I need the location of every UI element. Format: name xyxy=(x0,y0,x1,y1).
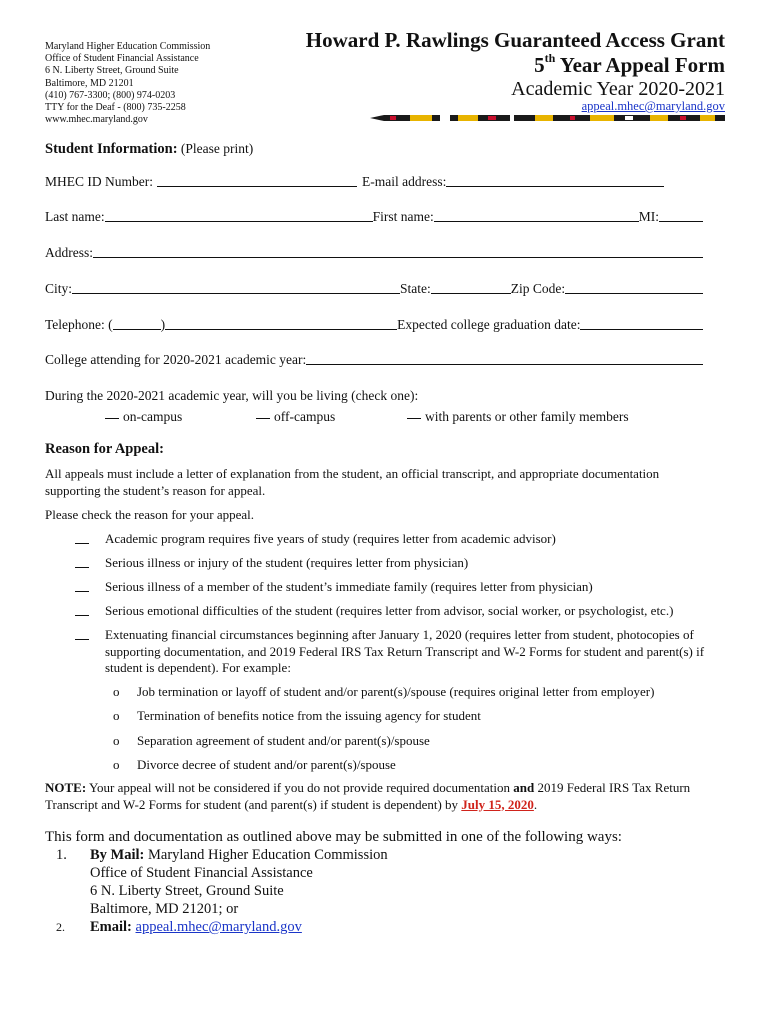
note-paragraph: NOTE: Your appeal will not be considered if you do not provide required documentation and 2019 Federal IRS Tax Return Transcript and W-2 Forms for student (and parent(s) if student is dependent) by July 15, 2020. xyxy=(45,780,691,812)
maryland-flag-stripe xyxy=(370,115,725,121)
address-line: www.mhec.maryland.gov xyxy=(45,114,148,126)
email-label: E-mail address: xyxy=(362,174,447,189)
mhec-id-field[interactable] xyxy=(157,186,357,187)
telephone-field[interactable] xyxy=(165,329,397,330)
graduation-label: Expected college graduation date: xyxy=(397,317,581,332)
reason-option[interactable]: Serious illness or injury of the student (requires letter from physician) xyxy=(75,555,715,573)
reason-option[interactable]: Serious emotional difficulties of the student (requires letter from advisor, social worker, or psychologist, etc.) xyxy=(75,603,715,621)
checkbox-blank[interactable] xyxy=(407,418,421,419)
graduation-field[interactable] xyxy=(580,329,703,330)
mhec-id-label: MHEC ID Number: xyxy=(45,174,153,189)
first-name-label: First name: xyxy=(372,209,434,224)
address-line: Maryland Higher Education Commission xyxy=(45,41,211,52)
telephone-label: Telephone: ( xyxy=(45,317,113,332)
address-field[interactable] xyxy=(93,257,703,258)
commission-address-block xyxy=(45,41,210,126)
reason-heading: Reason for Appeal: xyxy=(45,441,164,457)
student-info-heading: Student Information: (Please print) xyxy=(45,141,254,157)
form-title: Howard P. Rawlings Guaranteed Access Grant xyxy=(305,28,725,52)
address-line: Baltimore, MD 21201 xyxy=(45,77,134,89)
checkbox-blank[interactable] xyxy=(105,418,119,419)
living-option-with-parents[interactable]: with parents or other family members xyxy=(407,409,629,425)
header-email-link[interactable]: appeal.mhec@maryland.gov xyxy=(581,99,725,113)
checkbox-blank[interactable] xyxy=(75,591,89,592)
deadline-date: July 15, 2020 xyxy=(461,796,534,812)
college-field[interactable] xyxy=(306,364,703,365)
city-state-zip-row xyxy=(45,279,703,297)
living-option-off-campus[interactable]: off-campus xyxy=(256,409,335,425)
reason-intro: All appeals must include a letter of explanation from the student, an official transcript, and appropriate documentation supporting the student’s reason for appeal. xyxy=(45,466,660,498)
checkbox-blank[interactable] xyxy=(75,615,89,616)
living-question: During the 2020-2021 academic year, will you be living (check one): xyxy=(45,388,419,403)
college-label: College attending for 2020-2021 academic year: xyxy=(45,352,307,367)
address-label: Address: xyxy=(45,245,93,260)
checkbox-blank[interactable] xyxy=(75,567,89,568)
telephone-paren: ) xyxy=(160,317,166,332)
last-name-field[interactable] xyxy=(105,221,373,222)
last-name-label: Last name: xyxy=(45,209,105,224)
email-field[interactable] xyxy=(446,186,664,187)
city-label: City: xyxy=(45,281,73,296)
address-row xyxy=(45,243,703,261)
state-label: State: xyxy=(400,281,431,296)
telephone-row xyxy=(45,315,703,333)
reason-option[interactable]: Academic program requires five years of study (requires letter from academic advisor) xyxy=(75,531,715,549)
mi-field[interactable] xyxy=(659,221,703,222)
mhec-id-email-row xyxy=(45,172,703,190)
mi-label: MI: xyxy=(638,209,659,224)
academic-year: Academic Year 2020-2021 xyxy=(511,78,725,100)
checkbox-blank[interactable] xyxy=(75,543,89,544)
address-line: (410) 767-3300; (800) 974-0203 xyxy=(45,89,176,101)
college-row xyxy=(45,350,703,368)
checkbox-blank[interactable] xyxy=(256,418,270,419)
form-subtitle: 5th Year Appeal Form xyxy=(534,51,725,77)
reason-option[interactable]: Extenuating financial circumstances beginning after January 1, 2020 (requires letter from student, photocopies of supporting documentation, and 2019 Federal IRS Tax Return Transcript and W-2 Forms for student and parent(s) if student is dependent). For example: xyxy=(75,627,715,679)
reason-option[interactable]: Serious illness of a member of the student’s immediate family (requires letter from physician) xyxy=(75,579,715,597)
first-name-field[interactable] xyxy=(434,221,639,222)
address-line: 6 N. Liberty Street, Ground Suite xyxy=(45,65,179,77)
state-field[interactable] xyxy=(431,293,511,294)
submission-email-link[interactable]: appeal.mhec@maryland.gov xyxy=(135,919,302,935)
address-line: TTY for the Deaf - (800) 735-2258 xyxy=(45,102,186,114)
address-line: Office of Student Financial Assistance xyxy=(45,53,199,65)
checkbox-blank[interactable] xyxy=(75,639,89,640)
name-row xyxy=(45,207,703,225)
city-field[interactable] xyxy=(72,293,400,294)
zip-field[interactable] xyxy=(565,293,703,294)
submission-intro: This form and documentation as outlined above may be submitted in one of the following ways: xyxy=(45,829,622,845)
area-code-field[interactable] xyxy=(113,329,161,330)
zip-label: Zip Code: xyxy=(510,281,566,296)
check-prompt: Please check the reason for your appeal. xyxy=(45,507,254,522)
living-option-on-campus[interactable]: on-campus xyxy=(105,409,182,425)
